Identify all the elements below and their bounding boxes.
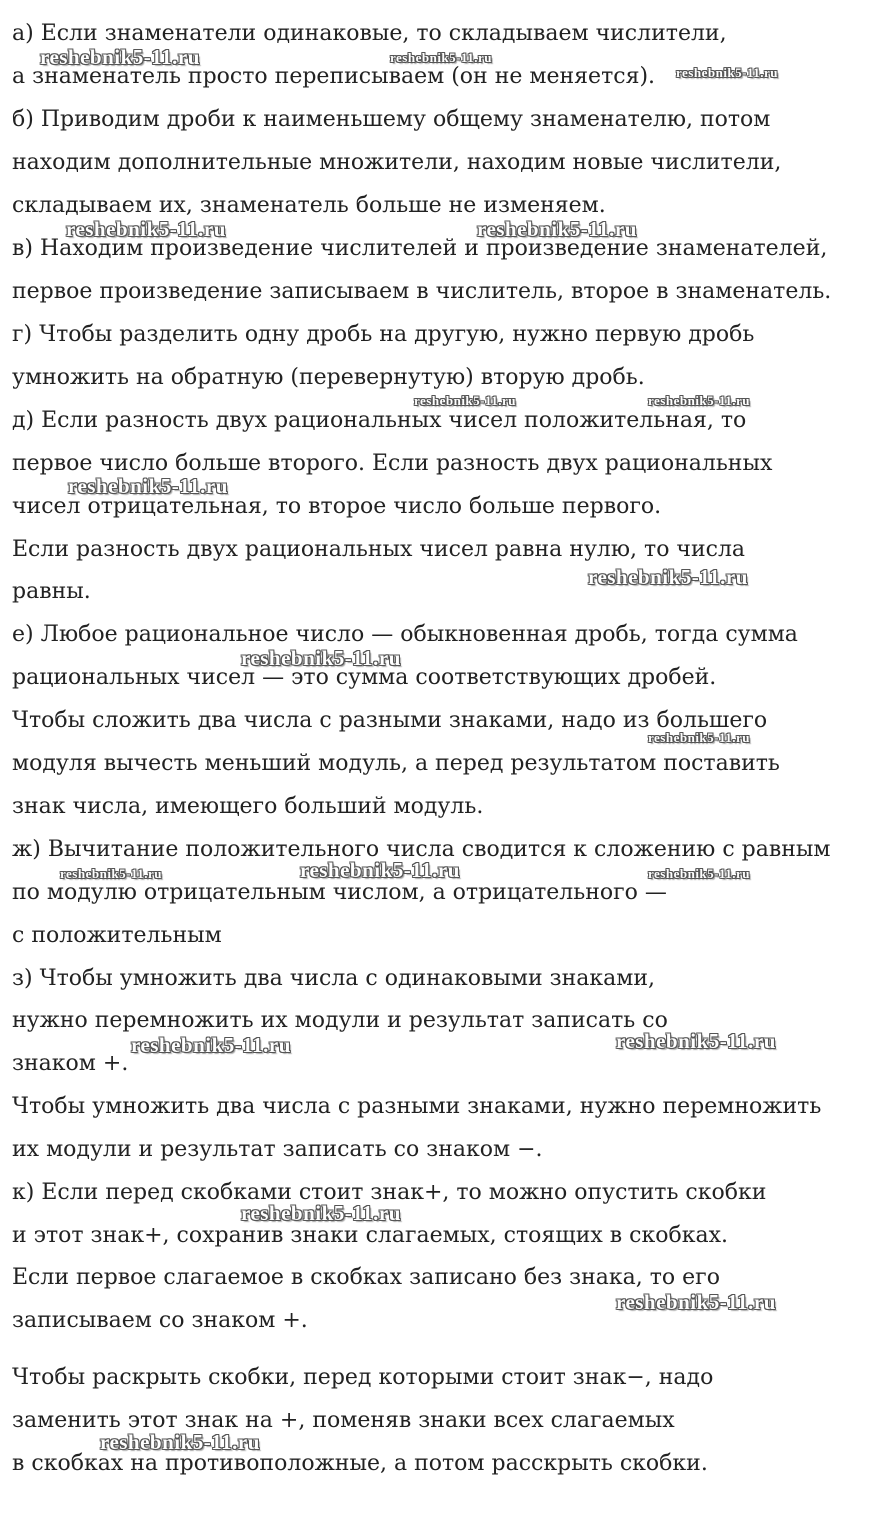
watermark: reshebnik5-11.ru bbox=[616, 1029, 776, 1053]
text-line: Чтобы раскрыть скобки, перед которыми стоит знак−, надо bbox=[12, 1365, 714, 1390]
text-line: их модули и результат записать со знаком −. bbox=[12, 1137, 543, 1162]
watermark: reshebnik5-11.ru bbox=[131, 1033, 291, 1057]
text-line: первое произведение записываем в числитель, второе в знаменатель. bbox=[12, 279, 832, 304]
watermark: reshebnik5-11.ru bbox=[66, 217, 226, 241]
text-line: Чтобы умножить два числа с разными знаками, нужно перемножить bbox=[12, 1094, 822, 1119]
watermark: reshebnik5-11.ru bbox=[477, 217, 637, 241]
text-line: модуля вычесть меньший модуль, а перед результатом поставить bbox=[12, 751, 780, 776]
text-line: находим дополнительные множители, находим новые числители, bbox=[12, 150, 782, 175]
text-line: д) Если разность двух рациональных чисел положительная, то bbox=[12, 408, 747, 433]
watermark: reshebnik5-11.ru bbox=[588, 565, 748, 589]
text-line: а знаменатель просто переписываем (он не меняется). bbox=[12, 64, 656, 89]
text-line: в) Находим произведение числителей и произведение знаменателей, bbox=[12, 236, 828, 261]
watermark: reshebnik5-11.ru bbox=[100, 1430, 260, 1454]
text-line: Если первое слагаемое в скобках записано без знака, то его bbox=[12, 1265, 720, 1290]
text-line: знаком +. bbox=[12, 1051, 129, 1076]
text-line: записываем со знаком +. bbox=[12, 1308, 308, 1333]
watermark: reshebnik5-11.ru bbox=[616, 1290, 776, 1314]
text-line: с положительным bbox=[12, 923, 222, 948]
text-line: Чтобы сложить два числа с разными знаками, надо из большего bbox=[12, 708, 768, 733]
text-line: г) Чтобы разделить одну дробь на другую, нужно первую дробь bbox=[12, 322, 755, 347]
watermark: reshebnik5-11.ru bbox=[300, 858, 460, 882]
text-line: з) Чтобы умножить два числа с одинаковыми знаками, bbox=[12, 966, 656, 991]
watermark: reshebnik5-11.ru bbox=[648, 866, 751, 881]
watermark: reshebnik5-11.ru bbox=[40, 45, 200, 69]
text-line: а) Если знаменатели одинаковые, то складываем числители, bbox=[12, 21, 727, 46]
text-line: и этот знак+, сохранив знаки слагаемых, стоящих в скобках. bbox=[12, 1223, 728, 1248]
watermark: reshebnik5-11.ru bbox=[648, 730, 751, 745]
text-line: умножить на обратную (перевернутую) вторую дробь. bbox=[12, 365, 645, 390]
text-line: первое число больше второго. Если разность двух рациональных bbox=[12, 451, 773, 476]
text-line: чисел отрицательная, то второе число больше первого. bbox=[12, 494, 662, 519]
watermark: reshebnik5-11.ru bbox=[68, 474, 228, 498]
text-line: складываем их, знаменатель больше не изменяем. bbox=[12, 193, 606, 218]
text-line: рациональных чисел — это сумма соответствующих дробей. bbox=[12, 665, 717, 690]
text-line: б) Приводим дроби к наименьшему общему знаменателю, потом bbox=[12, 107, 771, 132]
text-line: заменить этот знак на +, поменяв знаки всех слагаемых bbox=[12, 1408, 675, 1433]
text-line: к) Если перед скобками стоит знак+, то можно опустить скобки bbox=[12, 1180, 767, 1205]
watermark: reshebnik5-11.ru bbox=[676, 65, 779, 80]
watermark: reshebnik5-11.ru bbox=[414, 393, 517, 408]
watermark: reshebnik5-11.ru bbox=[60, 866, 163, 881]
watermark: reshebnik5-11.ru bbox=[390, 50, 493, 65]
text-line: ж) Вычитание положительного числа сводится к сложению с равным bbox=[12, 837, 831, 862]
text-line: знак числа, имеющего больший модуль. bbox=[12, 794, 484, 819]
text-line: по модулю отрицательным числом, а отрицательного — bbox=[12, 880, 667, 905]
watermark: reshebnik5-11.ru bbox=[648, 393, 751, 408]
text-line: Если разность двух рациональных чисел равна нулю, то числа bbox=[12, 537, 746, 562]
text-line: нужно перемножить их модули и результат записать со bbox=[12, 1008, 668, 1033]
text-line: е) Любое рациональное число — обыкновенная дробь, тогда сумма bbox=[12, 622, 798, 647]
text-line: равны. bbox=[12, 579, 91, 604]
watermark: reshebnik5-11.ru bbox=[241, 1201, 401, 1225]
watermark: reshebnik5-11.ru bbox=[241, 646, 401, 670]
text-line: в скобках на противоположные, а потом расскрыть скобки. bbox=[12, 1451, 708, 1476]
